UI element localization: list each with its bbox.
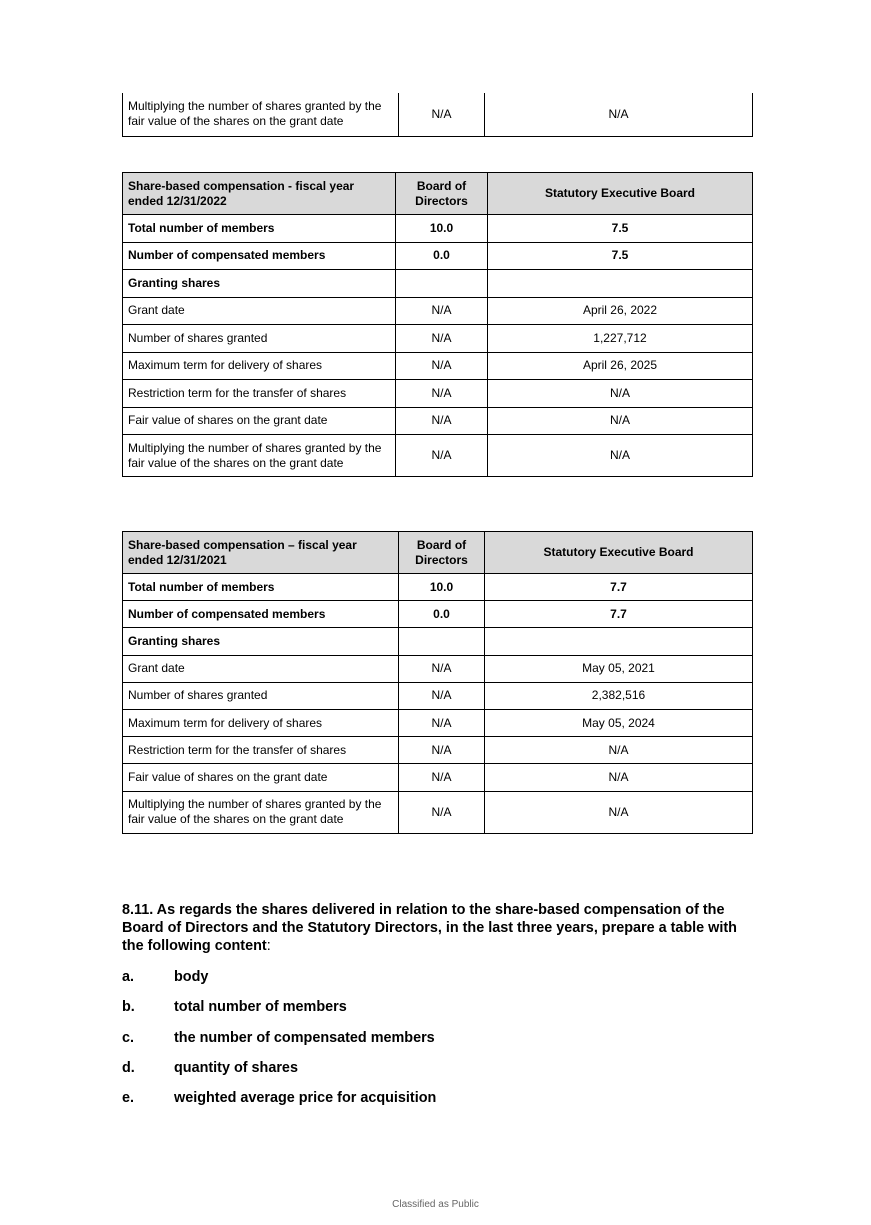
row-label: Maximum term for delivery of shares — [123, 352, 396, 380]
list-item — [122, 1060, 754, 1090]
row-label: Multiplying the number of shares granted by the fair value of the shares on the grant date — [123, 435, 396, 477]
row-label: Grant date — [123, 297, 396, 325]
board-value: N/A — [396, 407, 488, 435]
board-value: 0.0 — [399, 601, 485, 628]
row-label: Restriction term for the transfer of shares — [123, 380, 396, 408]
row-label: Multiplying the number of shares granted by the fair value of the shares on the grant date — [123, 93, 399, 136]
row-label: Fair value of shares on the grant date — [123, 764, 399, 791]
list-text: quantity of shares — [174, 1059, 298, 1076]
board-value: N/A — [396, 297, 488, 325]
table-row — [123, 791, 753, 833]
table-row — [123, 242, 753, 270]
board-value: N/A — [399, 93, 485, 136]
exec-value: April 26, 2022 — [488, 297, 753, 325]
table-row — [123, 628, 753, 655]
content-requirements-list — [122, 969, 754, 1120]
table-row — [123, 352, 753, 380]
exec-value: April 26, 2025 — [488, 352, 753, 380]
board-value: N/A — [399, 737, 485, 764]
list-letter: c. — [122, 1029, 135, 1046]
table-row — [123, 601, 753, 628]
row-label: Restriction term for the transfer of shares — [123, 737, 399, 764]
list-text: total number of members — [174, 999, 347, 1016]
column-header-exec: Statutory Executive Board — [488, 173, 753, 215]
exec-value: 7.5 — [488, 215, 753, 243]
table-row — [123, 435, 753, 477]
board-value: N/A — [396, 325, 488, 353]
classification-footer: Classified as Public — [392, 1199, 479, 1210]
board-value: N/A — [399, 709, 485, 736]
board-value: N/A — [399, 764, 485, 791]
board-value: 10.0 — [396, 215, 488, 243]
row-label: Granting shares — [123, 270, 396, 298]
exec-value: May 05, 2024 — [485, 709, 753, 736]
table-title: Share-based compensation – fiscal year ended 12/31/2021 — [123, 532, 399, 574]
board-value: N/A — [396, 352, 488, 380]
share-comp-table-2021 — [122, 531, 753, 834]
table-header — [123, 173, 753, 215]
list-letter: d. — [122, 1059, 135, 1076]
share-comp-table-2022 — [122, 172, 753, 477]
table-header — [123, 532, 753, 574]
exec-value: N/A — [488, 380, 753, 408]
exec-value: N/A — [485, 764, 753, 791]
list-letter: a. — [122, 969, 135, 985]
board-value: N/A — [399, 682, 485, 709]
previous-table-fragment — [122, 93, 753, 137]
list-letter: b. — [122, 999, 135, 1016]
table-row — [123, 574, 753, 601]
section-8-11-paragraph — [122, 901, 754, 955]
row-label: Total number of members — [123, 215, 396, 243]
list-text: weighted average price for acquisition — [174, 1090, 437, 1107]
table-row — [123, 325, 753, 353]
board-value: N/A — [399, 791, 485, 833]
table-row — [123, 380, 753, 408]
table-row — [123, 764, 753, 791]
row-label: Number of shares granted — [123, 682, 399, 709]
board-value: 10.0 — [399, 574, 485, 601]
table-row — [123, 215, 753, 243]
row-label: Number of compensated members — [123, 242, 396, 270]
section-text: 8.11. As regards the shares delivered in relation to the share-based compensation of the Board of Directors and the Statutory Directors, in the last three years, prepare a table with the following content — [122, 902, 737, 954]
list-item — [122, 969, 754, 999]
table-row — [123, 407, 753, 435]
table-row — [123, 682, 753, 709]
exec-value: 7.7 — [485, 601, 753, 628]
table-row — [123, 93, 753, 136]
row-label: Multiplying the number of shares granted by the fair value of the shares on the grant date — [123, 791, 399, 833]
row-label: Granting shares — [123, 628, 399, 655]
list-letter: e. — [122, 1090, 135, 1107]
row-label: Grant date — [123, 655, 399, 682]
exec-value: N/A — [485, 93, 753, 136]
exec-value: 7.5 — [488, 242, 753, 270]
row-label: Maximum term for delivery of shares — [123, 709, 399, 736]
section-colon: : — [266, 938, 271, 954]
exec-value: N/A — [485, 737, 753, 764]
table-row — [123, 655, 753, 682]
board-value: N/A — [399, 655, 485, 682]
row-label: Fair value of shares on the grant date — [123, 407, 396, 435]
exec-value: N/A — [488, 435, 753, 477]
column-header-board: Board of Directors — [399, 532, 485, 574]
list-item — [122, 1090, 754, 1120]
board-value — [399, 628, 485, 655]
board-value: N/A — [396, 435, 488, 477]
column-header-board: Board of Directors — [396, 173, 488, 215]
board-value: 0.0 — [396, 242, 488, 270]
list-item — [122, 999, 754, 1029]
row-label: Number of compensated members — [123, 601, 399, 628]
board-value: N/A — [396, 380, 488, 408]
table-row — [123, 297, 753, 325]
table-row — [123, 270, 753, 298]
exec-value: May 05, 2021 — [485, 655, 753, 682]
list-text: body — [174, 969, 209, 985]
column-header-exec: Statutory Executive Board — [485, 532, 753, 574]
exec-value — [488, 270, 753, 298]
table-title: Share-based compensation - fiscal year ended 12/31/2022 — [123, 173, 396, 215]
exec-value — [485, 628, 753, 655]
row-label: Total number of members — [123, 574, 399, 601]
table-row — [123, 709, 753, 736]
list-text: the number of compensated members — [174, 1029, 435, 1046]
exec-value: N/A — [485, 791, 753, 833]
table-row — [123, 737, 753, 764]
list-item — [122, 1030, 754, 1060]
exec-value: 7.7 — [485, 574, 753, 601]
exec-value: 1,227,712 — [488, 325, 753, 353]
exec-value: N/A — [488, 407, 753, 435]
row-label: Number of shares granted — [123, 325, 396, 353]
board-value — [396, 270, 488, 298]
exec-value: 2,382,516 — [485, 682, 753, 709]
